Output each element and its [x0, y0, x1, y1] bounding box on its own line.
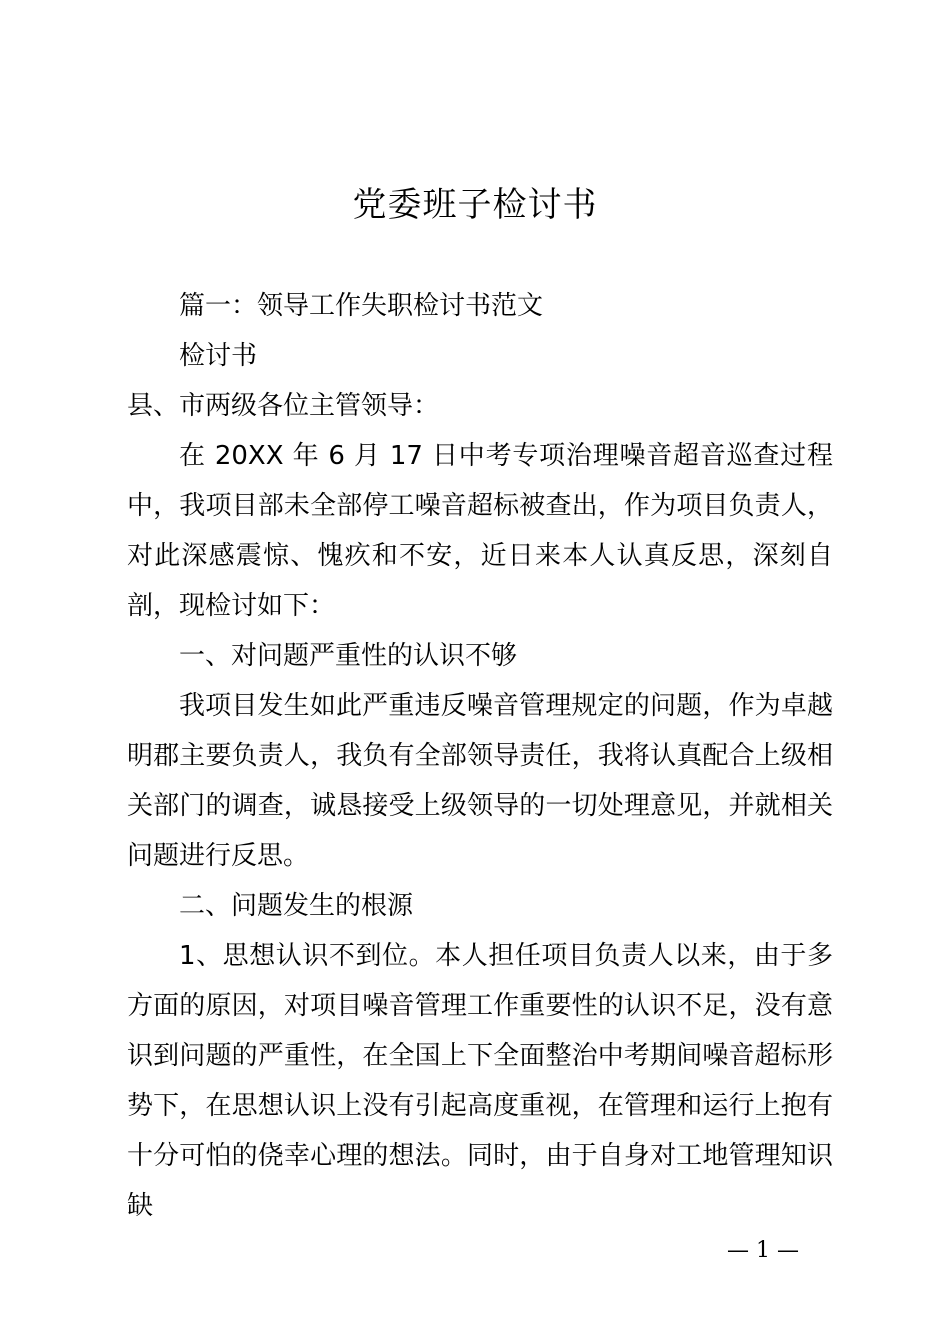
paragraph-section-heading: 篇一：领导工作失职检讨书范文: [179, 291, 544, 321]
paragraph-salutation: 县、市两级各位主管领导：: [127, 391, 440, 421]
paragraph-body-1: 我项目发生如此严重违反噪音管理规定的问题，作为卓越明郡主要负责人，我负有全部领导责任，我将认真配合上级相关部门的调查，诚恳接受上级领导的一切处理意见，并就相关问题进行反思。: [127, 691, 833, 871]
document-title: 党委班子检讨书: [352, 185, 598, 225]
paragraph-intro: 在 20XX 年 6 月 17 日中考专项治理噪音超音巡查过程中，我项目部未全部停工噪音超标被查出，作为项目负责人，对此深感震惊、愧疚和不安，近日来本人认真反思，深刻自剖，现检讨如下：: [127, 441, 833, 621]
paragraph-heading-1: 一、对问题严重性的认识不够: [179, 641, 518, 671]
paragraph-body-2: 1、思想认识不到位。本人担任项目负责人以来，由于多方面的原因，对项目噪音管理工作重要性的认识不足，没有意识到问题的严重性，在全国上下全面整治中考期间噪音超标形势下，在思想认识上没有引起高度重视，在管理和运行上抱有十分可怕的侥幸心理的想法。同时，由于自身对工地管理知识缺: [127, 941, 833, 1221]
paragraph-heading-2: 二、问题发生的根源: [179, 891, 414, 921]
paragraph-subtitle: 检讨书: [179, 341, 258, 371]
page-number: — 1 —: [727, 1238, 799, 1263]
document-body: [127, 281, 833, 1231]
